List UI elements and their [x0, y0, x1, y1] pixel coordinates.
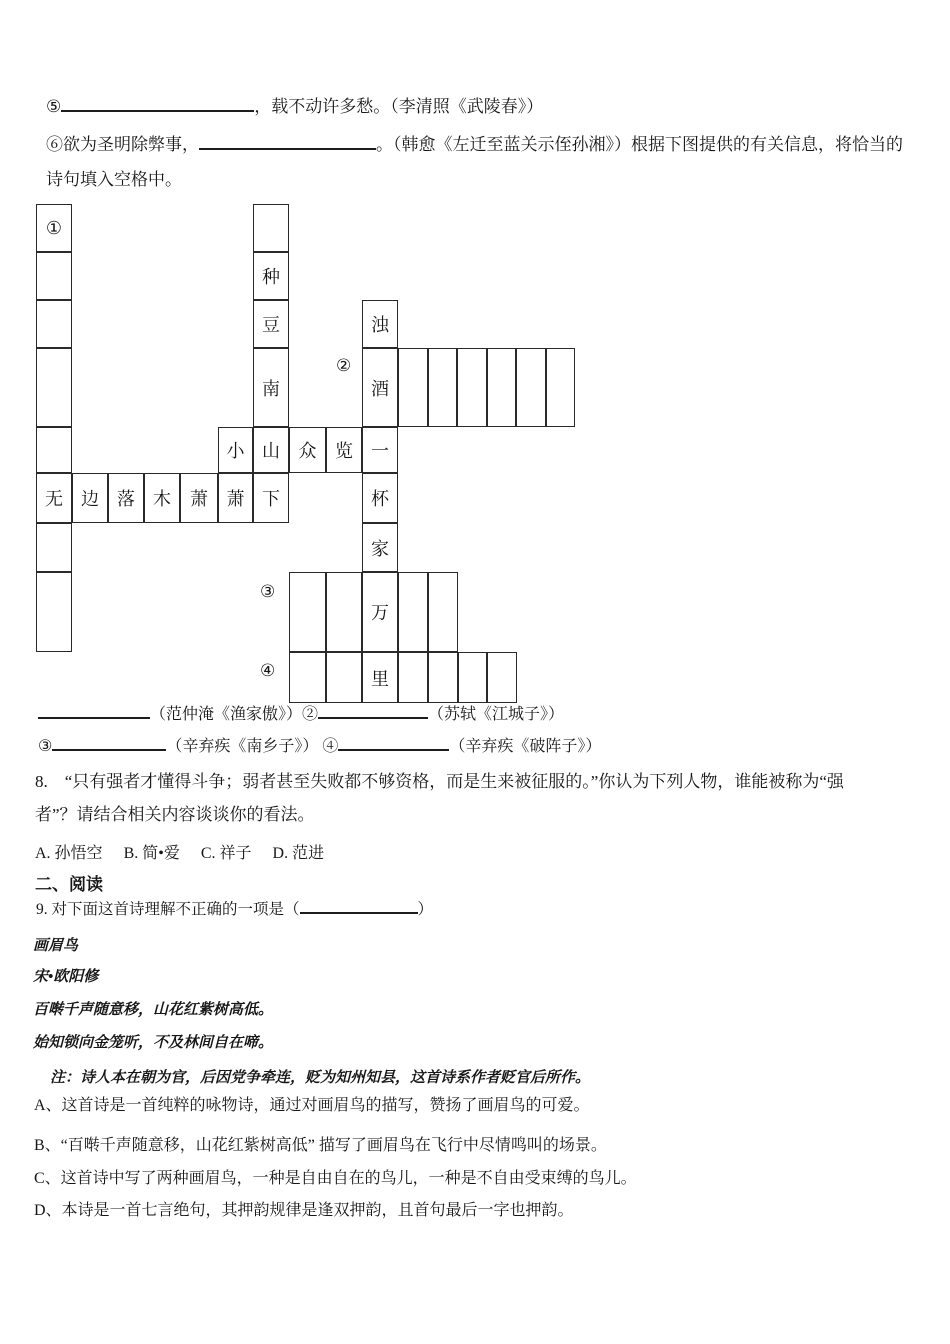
grid-cell-char: 浊 [371, 315, 389, 335]
grid-cell [487, 348, 516, 427]
source-label: （苏轼《江城子》） [428, 706, 565, 723]
grid-cell [362, 572, 398, 652]
grid-cell [144, 473, 180, 523]
question-text: 8. “只有强者才懂得斗争；弱者甚至失败都不够资格，而是生来被征服的。”你认为下列人物，谁能被称为“强 [35, 772, 844, 791]
answer-line-1 [38, 704, 564, 726]
grid-cell [326, 652, 362, 703]
blank-line [338, 747, 449, 751]
grid-clue-number: ② [336, 356, 352, 375]
poem-author [33, 967, 98, 987]
grid-cell-char: 南 [262, 378, 280, 399]
grid-cell [326, 572, 362, 652]
grid-cell [428, 652, 458, 703]
grid-cell-char: 杯 [371, 489, 389, 509]
grid-cell [253, 473, 289, 523]
question-8-line-1 [35, 771, 844, 794]
grid-cell [457, 348, 487, 427]
grid-cell-char: 众 [298, 441, 317, 461]
question-text: 9. 对下面这首诗理解不正确的一项是（ [36, 901, 300, 918]
option-c: C. 祥子 [200, 845, 252, 862]
grid-cell [36, 572, 72, 652]
blank-number: ③ [38, 738, 53, 755]
grid-cell-char: 览 [335, 441, 353, 461]
section-title: 二、阅读 [35, 875, 103, 894]
grid-cell-char: 无 [45, 489, 63, 509]
poem-title [33, 936, 78, 956]
grid-cell-char: 里 [371, 668, 389, 689]
grid-cell [36, 252, 72, 300]
blank-line [52, 747, 166, 751]
option-text: D、本诗是一首七言绝句，其押韵规律是逢双押韵，且首句最后一字也押韵。 [34, 1202, 574, 1219]
grid-cell [253, 427, 289, 473]
option-a: A. 孙悟空 [35, 845, 103, 862]
grid-cell-char: 下 [262, 489, 280, 509]
poem-title-text: 画眉鸟 [33, 938, 79, 954]
grid-cell-char: 家 [371, 538, 389, 559]
grid-cell [289, 572, 326, 652]
source-label: （辛弃疾《南乡子》） ④ [166, 738, 339, 755]
grid-cell [326, 427, 362, 473]
option-b: B. 简•爱 [123, 845, 180, 862]
option-d: D. 范进 [272, 845, 325, 862]
poem-author-text: 宋•欧阳修 [33, 969, 99, 985]
poem-verse-text: 百啭千声随意移，山花红紫树高低。 [33, 1002, 274, 1018]
grid-cell [218, 473, 253, 523]
grid-cell [289, 427, 326, 473]
grid-cell [72, 473, 108, 523]
option-text: B、“百啭千声随意移，山花红紫树高低” 描写了画眉鸟在飞行中尽情鸣叫的场景。 [34, 1137, 607, 1154]
poem-verse-text: 始知锁向金笼听，不及林间自在啼。 [33, 1035, 274, 1051]
option-text: A、这首诗是一首纯粹的咏物诗，通过对画眉鸟的描写，赞扬了画眉鸟的可爱。 [34, 1097, 590, 1114]
grid-cell-char: 萧 [190, 489, 208, 509]
grid-cell [36, 473, 72, 523]
blank-line [300, 910, 418, 914]
grid-cell [289, 652, 326, 703]
grid-cell-char: 万 [371, 603, 389, 623]
grid-clue-number: ③ [260, 582, 276, 601]
grid-cell-char: 种 [262, 267, 280, 287]
question-8-line-2 [35, 804, 315, 827]
grid-cell [36, 204, 72, 252]
question-9-option-d [34, 1200, 574, 1222]
grid-cell [428, 348, 457, 427]
source-label: （辛弃疾《破阵子》） [449, 738, 602, 755]
grid-cell-char: 豆 [262, 315, 280, 335]
poem-source-text: 。（韩愈《左迁至蓝关示侄孙湘》）根据下图提供的有关信息，将恰当的 [376, 135, 903, 154]
grid-cell [36, 348, 72, 427]
blank-number: ⑤ [46, 97, 62, 116]
poem-verse-2 [33, 1033, 273, 1053]
blank-line [38, 715, 150, 719]
answer-line-2 [38, 736, 601, 758]
grid-cell [218, 427, 253, 473]
source-label: （范仲淹《渔家傲》）② [150, 706, 319, 723]
grid-cell [546, 348, 575, 427]
poem-verse-1 [33, 1000, 273, 1020]
poem-lead-text: ⑥欲为圣明除弊事， [46, 135, 199, 154]
option-text: C、这首诗中写了两种画眉鸟，一种是自由自在的鸟儿，一种是不自由受束缚的鸟儿。 [34, 1170, 637, 1187]
grid-cell [362, 300, 398, 348]
grid-cell [362, 652, 398, 703]
grid-cell [253, 300, 289, 348]
grid-cell [487, 652, 517, 703]
grid-cell [253, 204, 289, 252]
grid-cell [108, 473, 144, 523]
grid-cell [362, 523, 398, 572]
poem-note [35, 1068, 590, 1088]
grid-cell [253, 348, 289, 427]
poem-note-text: 注：诗人本在朝为官，后因党争牵连，贬为知州知县，这首诗系作者贬官后所作。 [35, 1070, 591, 1086]
grid-cell [398, 572, 428, 652]
grid-cell [428, 572, 458, 652]
grid-clue-number: ④ [260, 661, 276, 680]
grid-cell-char: ① [45, 217, 63, 238]
poem-source-text: ，载不动许多愁。（李清照《武陵春》） [254, 97, 544, 116]
grid-cell [36, 427, 72, 473]
question-text: 者”？请结合相关内容谈谈你的看法。 [35, 805, 315, 824]
grid-cell-char: 一 [371, 441, 389, 461]
grid-cell [516, 348, 546, 427]
grid-cell-char: 小 [226, 441, 245, 461]
grid-cell-char: 落 [117, 489, 135, 509]
grid-cell-char: 木 [153, 489, 171, 509]
grid-cell [36, 300, 72, 348]
grid-cell [458, 652, 487, 703]
grid-cell [398, 348, 428, 427]
grid-cell [253, 252, 289, 300]
grid-cell [36, 523, 72, 572]
blank-line [318, 715, 428, 719]
grid-cell-char: 山 [262, 441, 280, 461]
question-9-option-a [34, 1095, 590, 1117]
grid-cell [362, 427, 398, 473]
grid-cell-char: 萧 [226, 489, 245, 509]
grid-cell [362, 348, 398, 427]
instruction-text: 诗句填入空格中。 [46, 170, 182, 189]
grid-cell-char: 酒 [371, 378, 389, 399]
grid-cell [398, 652, 428, 703]
question-9-prompt [36, 900, 433, 921]
section-2-heading [35, 874, 103, 897]
question-8-options [35, 843, 345, 865]
grid-cell [362, 473, 398, 523]
question-9-option-c [34, 1168, 637, 1190]
question-text: ） [417, 901, 434, 918]
grid-cell-char: 边 [81, 489, 99, 509]
question-9-option-b [34, 1135, 607, 1157]
grid-cell [180, 473, 218, 523]
